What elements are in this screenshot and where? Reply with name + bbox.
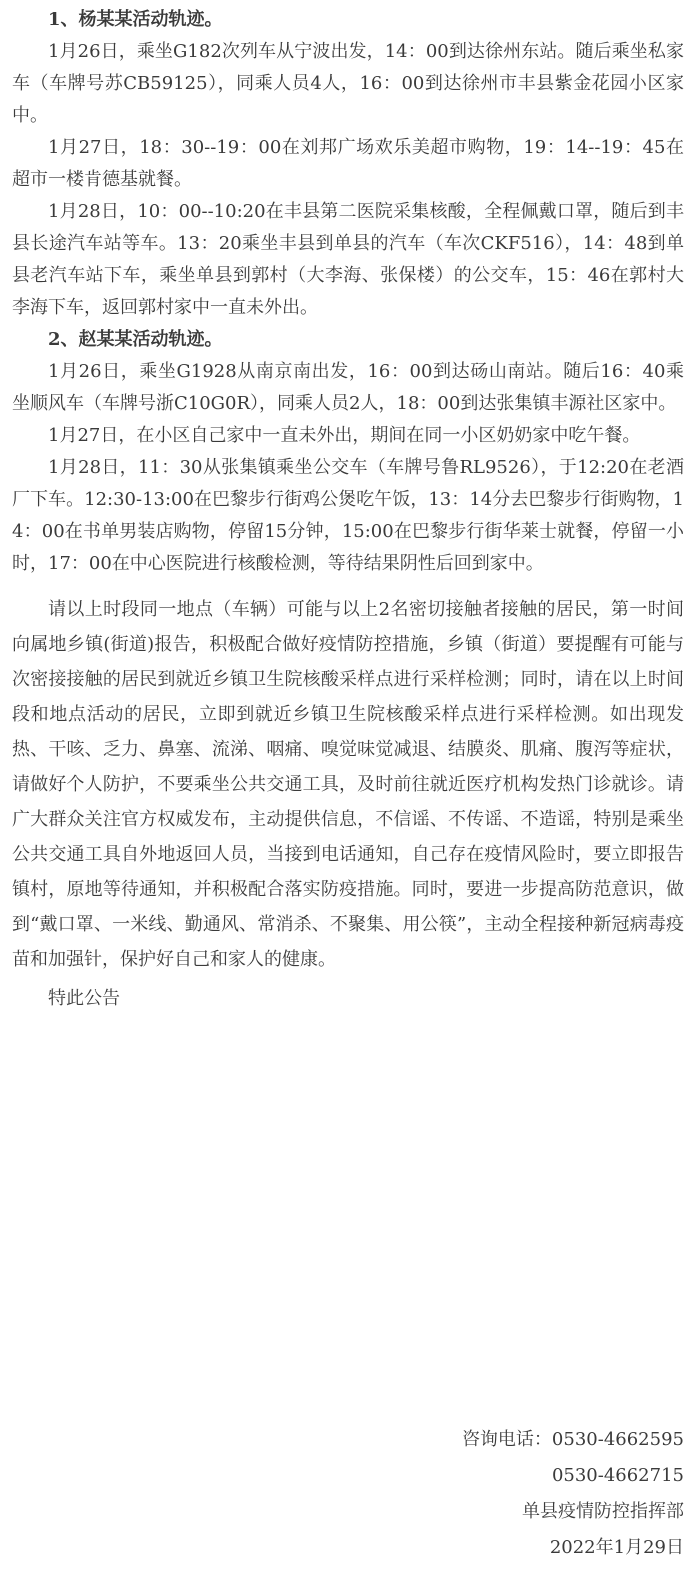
contact-phone: 咨询电话：0530-4662595 bbox=[461, 1429, 684, 1450]
contact-phone-secondary: 0530-4662715 bbox=[551, 1465, 684, 1486]
notice-paragraph: 请以上时段同一地点（车辆）可能与以上2名密切接触者接触的居民，第一时间向属地乡镇(街道)报告，积极配合做好疫情防控措施，乡镇（街道）要提醒有可能与次密接接触的居民到就近乡镇卫生院核酸采样点进行采样检测；同时，请在以上时间段和地点活动的居民，立即到就近乡镇卫生院核酸采样点进行采样检测。如出现发热、干咳、乏力、鼻塞、流涕、咽痛、嗅觉味觉减退、结膜炎、肌痛、腹泻等症状，请做好个人防护，不要乘坐公共交通工具，及时前往就近医疗机构发热门诊就诊。请广大群众关注官方权威发布，主动提供信息，不信谣、不传谣、不造谣，特别是乘坐公共交通工具自外地返回人员，当接到电话通知，自己存在疫情风险时，要立即报告镇村，原地等待通知，并积极配合落实防疫措施。同时，要进一步提高防范意识，做到“戴口罩、一米线、勤通风、常消杀、不聚集、用公筷”，主动全程接种新冠病毒疫苗和加强针，保护好自己和家人的健康。 bbox=[12, 599, 684, 970]
paragraph: 1月26日，乘坐G182次列车从宁波出发，14：00到达徐州东站。随后乘坐私家车（车牌号苏CB59125），同乘人员4人，16：00到达徐州市丰县紫金花园小区家中。 bbox=[12, 41, 684, 126]
paragraph: 1月28日，11：30从张集镇乘坐公交车（车牌号鲁RL9526），于12:20在老酒厂下车。12:30-13:00在巴黎步行街鸡公煲吃午饭，13：14分去巴黎步行街购物，14：00在书单男装店购物，停留15分钟，15:00在巴黎步行街华莱士就餐，停留一小时，17：00在中心医院进行核酸检测，等待结果阴性后回到家中。 bbox=[12, 457, 684, 574]
section-yang bbox=[12, 4, 684, 324]
issuer-name: 单县疫情防控指挥部 bbox=[522, 1501, 684, 1522]
closing-text: 特此公告 bbox=[48, 988, 120, 1009]
paragraph: 1月27日，18：30--19：00在刘邦广场欢乐美超市购物，19：14--19：45在超市一楼肯德基就餐。 bbox=[12, 137, 684, 190]
paragraph: 1月28日，10：00--10:20在丰县第二医院采集核酸，全程佩戴口罩，随后到丰县长途汽车站等车。13：20乘坐丰县到单县的汽车（车次CKF516），14：48到单县老汽车站下车，乘坐单县到郭村（大李海、张保楼）的公交车，15：46在郭村大李海下车，返回郭村家中一直未外出。 bbox=[12, 201, 684, 318]
signoff-block bbox=[462, 1422, 684, 1566]
section-heading: 1、杨某某活动轨迹。 bbox=[48, 9, 223, 30]
document-body bbox=[12, 4, 684, 1015]
section-zhao bbox=[12, 324, 684, 580]
section-heading: 2、赵某某活动轨迹。 bbox=[48, 329, 223, 350]
paragraph: 1月27日，在小区自己家中一直未外出，期间在同一小区奶奶家中吃午餐。 bbox=[48, 425, 641, 446]
paragraph: 1月26日，乘坐G1928从南京南出发，16：00到达砀山南站。随后16：40乘坐顺风车（车牌号浙C10G0R），同乘人员2人，18：00到达张集镇丰源社区家中。 bbox=[12, 361, 684, 414]
issue-date: 2022年1月29日 bbox=[549, 1537, 684, 1558]
